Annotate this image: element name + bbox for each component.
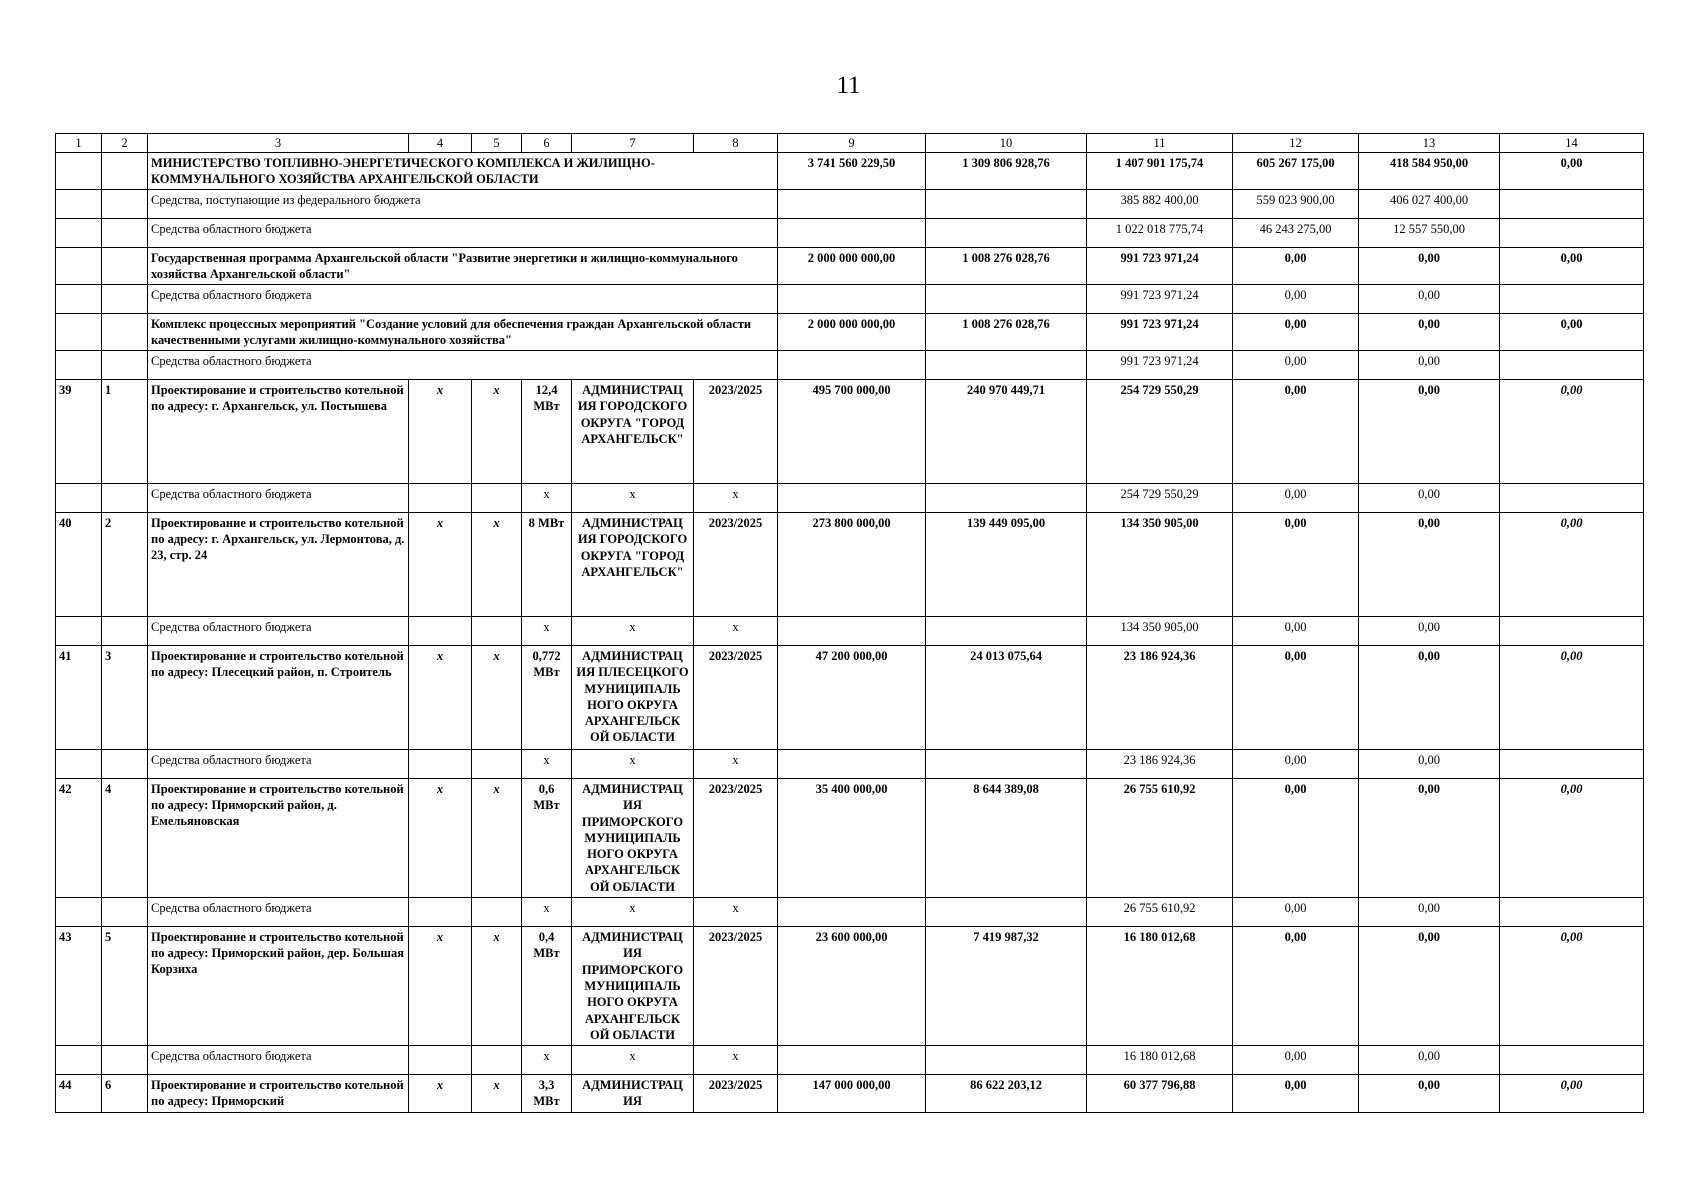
cell-col10: 7 419 987,32 [926,927,1087,1046]
cell-col9: 273 800 000,00 [778,513,926,617]
object-number: 39 [56,380,102,484]
cell-col10: 139 449 095,00 [926,513,1087,617]
object-number: 43 [56,927,102,1046]
x-mark: х [694,898,778,927]
object-row [56,513,1644,617]
column-header: 1 [56,134,102,153]
object-power: 3,3 МВт [522,1075,572,1113]
cell-col13: 418 584 950,00 [1359,153,1500,190]
funding-row [56,484,1644,513]
column-header: 5 [472,134,522,153]
cell-col12: 0,00 [1233,285,1359,314]
column-header: 2 [102,134,148,153]
column-header: 14 [1500,134,1644,153]
cell-col9: 47 200 000,00 [778,646,926,750]
cell-col12: 0,00 [1233,927,1359,1046]
cell-col13: 0,00 [1359,1075,1500,1113]
funding-label: Средства областного бюджета [148,351,778,380]
object-name: Проектирование и строительство котельной по адресу: г. Архангельск, ул. Постышева [148,380,409,484]
object-row [56,646,1644,750]
cell-col11: 254 729 550,29 [1087,484,1233,513]
object-row [56,779,1644,898]
cell-col14: 0,00 [1500,1075,1644,1113]
cell-col13: 0,00 [1359,646,1500,750]
cell-col5: х [472,513,522,617]
funding-row [56,617,1644,646]
object-subnumber: 6 [102,1075,148,1113]
object-row [56,380,1644,484]
budget-table [55,133,1644,1113]
funding-label: Средства, поступающие из федерального бюджета [148,190,778,219]
cell-col5: х [472,646,522,750]
cell-col13: 0,00 [1359,380,1500,484]
cell-col11: 991 723 971,24 [1087,248,1233,285]
object-number: 41 [56,646,102,750]
cell-col13: 0,00 [1359,1046,1500,1075]
x-mark: х [572,1046,694,1075]
object-power: 0,6 МВт [522,779,572,898]
object-period: 2023/2025 [694,927,778,1046]
cell-col12: 0,00 [1233,898,1359,927]
cell-col12: 0,00 [1233,314,1359,351]
cell-col13: 406 027 400,00 [1359,190,1500,219]
cell-col11: 16 180 012,68 [1087,1046,1233,1075]
cell-col14: 0,00 [1500,927,1644,1046]
cell-col13: 12 557 550,00 [1359,219,1500,248]
x-mark: х [522,750,572,779]
object-name: Проектирование и строительство котельной по адресу: Приморский район, д. Емельяновская [148,779,409,898]
object-row [56,1075,1644,1113]
cell-col11: 26 755 610,92 [1087,898,1233,927]
cell-col9: 2 000 000 000,00 [778,314,926,351]
cell-col4: х [409,380,472,484]
cell-col13: 0,00 [1359,898,1500,927]
cell-col10: 240 970 449,71 [926,380,1087,484]
cell-col12: 0,00 [1233,513,1359,617]
cell-col13: 0,00 [1359,750,1500,779]
page-number: 11 [836,72,861,99]
column-header: 10 [926,134,1087,153]
funding-label: Средства областного бюджета [148,750,409,779]
cell-col9: 2 000 000 000,00 [778,248,926,285]
funding-row [56,898,1644,927]
cell-col10: 1 008 276 028,76 [926,248,1087,285]
cell-col5: х [472,380,522,484]
cell-col10: 24 013 075,64 [926,646,1087,750]
x-mark: х [572,898,694,927]
object-subnumber: 2 [102,513,148,617]
cell-col13: 0,00 [1359,248,1500,285]
column-header: 6 [522,134,572,153]
cell-col4: х [409,513,472,617]
object-period: 2023/2025 [694,380,778,484]
x-mark: х [522,484,572,513]
funding-label: Средства областного бюджета [148,1046,409,1075]
cell-col12: 0,00 [1233,380,1359,484]
section-row-ministry [56,153,1644,190]
cell-col12: 0,00 [1233,750,1359,779]
object-number: 42 [56,779,102,898]
funding-row [56,351,1644,380]
cell-col12: 559 023 900,00 [1233,190,1359,219]
cell-col14: 0,00 [1500,314,1644,351]
cell-col12: 0,00 [1233,484,1359,513]
cell-col11: 60 377 796,88 [1087,1075,1233,1113]
cell-col9: 147 000 000,00 [778,1075,926,1113]
funding-row [56,1046,1644,1075]
column-header: 11 [1087,134,1233,153]
x-mark: х [522,617,572,646]
cell-col13: 0,00 [1359,351,1500,380]
cell-col11: 134 350 905,00 [1087,617,1233,646]
cell-col11: 991 723 971,24 [1087,314,1233,351]
column-header: 3 [148,134,409,153]
x-mark: х [522,1046,572,1075]
cell-col11: 1 022 018 775,74 [1087,219,1233,248]
funding-row [56,750,1644,779]
section-title: МИНИСТЕРСТВО ТОПЛИВНО-ЭНЕРГЕТИЧЕСКОГО КОМПЛЕКСА И ЖИЛИЩНО-КОММУНАЛЬНОГО ХОЗЯЙСТВА АРХАНГЕЛЬСКОЙ ОБЛАСТИ [148,153,778,190]
funding-label: Средства областного бюджета [148,484,409,513]
section-title: Комплекс процессных мероприятий "Создание условий для обеспечения граждан Архангельской области качественными услугами жилищно-коммунального хозяйства" [148,314,778,351]
cell-col11: 385 882 400,00 [1087,190,1233,219]
cell-col10: 1 008 276 028,76 [926,314,1087,351]
column-number-row [56,134,1644,153]
cell-col13: 0,00 [1359,314,1500,351]
cell-col9: 3 741 560 229,50 [778,153,926,190]
cell-col11: 991 723 971,24 [1087,285,1233,314]
object-organization: АДМИНИСТРАЦ ИЯ ПРИМОРСКОГО МУНИЦИПАЛЬ НОГО ОКРУГА АРХАНГЕЛЬСК ОЙ ОБЛАСТИ [572,927,694,1046]
object-period: 2023/2025 [694,779,778,898]
cell-col11: 16 180 012,68 [1087,927,1233,1046]
cell-col14: 0,00 [1500,248,1644,285]
object-organization: АДМИНИСТРАЦ ИЯ [572,1075,694,1113]
x-mark: х [694,1046,778,1075]
column-header: 8 [694,134,778,153]
object-period: 2023/2025 [694,646,778,750]
section-title: Государственная программа Архангельской области "Развитие энергетики и жилищно-коммунального хозяйства Архангельской области" [148,248,778,285]
x-mark: х [572,750,694,779]
x-mark: х [694,617,778,646]
cell-col13: 0,00 [1359,927,1500,1046]
column-header: 13 [1359,134,1500,153]
cell-col14: 0,00 [1500,513,1644,617]
cell-col10: 1 309 806 928,76 [926,153,1087,190]
cell-col12: 0,00 [1233,646,1359,750]
object-subnumber: 5 [102,927,148,1046]
object-name: Проектирование и строительство котельной по адресу: Приморский район, дер. Большая Корзиха [148,927,409,1046]
object-name: Проектирование и строительство котельной по адресу: Приморский [148,1075,409,1113]
x-mark: х [572,484,694,513]
section-row-complex [56,314,1644,351]
section-row-program [56,248,1644,285]
object-subnumber: 4 [102,779,148,898]
object-subnumber: 3 [102,646,148,750]
cell-col13: 0,00 [1359,617,1500,646]
object-organization: АДМИНИСТРАЦ ИЯ ПЛЕСЕЦКОГО МУНИЦИПАЛЬ НОГО ОКРУГА АРХАНГЕЛЬСК ОЙ ОБЛАСТИ [572,646,694,750]
cell-col12: 0,00 [1233,1046,1359,1075]
funding-label: Средства областного бюджета [148,219,778,248]
object-name: Проектирование и строительство котельной по адресу: Плесецкий район, п. Строитель [148,646,409,750]
cell-col12: 0,00 [1233,779,1359,898]
x-mark: х [572,617,694,646]
funding-row [56,285,1644,314]
cell-col13: 0,00 [1359,285,1500,314]
cell-col12: 605 267 175,00 [1233,153,1359,190]
x-mark: х [694,484,778,513]
cell-col13: 0,00 [1359,513,1500,617]
object-organization: АДМИНИСТРАЦ ИЯ ГОРОДСКОГО ОКРУГА "ГОРОД АРХАНГЕЛЬСК" [572,380,694,484]
cell-col12: 46 243 275,00 [1233,219,1359,248]
column-header: 7 [572,134,694,153]
object-name: Проектирование и строительство котельной по адресу: г. Архангельск, ул. Лермонтова, д. 23, стр. 24 [148,513,409,617]
funding-row [56,190,1644,219]
x-mark: х [522,898,572,927]
object-power: 0,4 МВт [522,927,572,1046]
object-number: 40 [56,513,102,617]
cell-col14: 0,00 [1500,646,1644,750]
column-header: 9 [778,134,926,153]
cell-col4: х [409,779,472,898]
cell-col11: 134 350 905,00 [1087,513,1233,617]
cell-col5: х [472,779,522,898]
cell-col11: 1 407 901 175,74 [1087,153,1233,190]
object-power: 12,4 МВт [522,380,572,484]
column-header: 4 [409,134,472,153]
cell-col11: 991 723 971,24 [1087,351,1233,380]
cell-col11: 23 186 924,36 [1087,646,1233,750]
object-power: 0,772 МВт [522,646,572,750]
object-number: 44 [56,1075,102,1113]
cell-col13: 0,00 [1359,779,1500,898]
column-header: 12 [1233,134,1359,153]
cell-col11: 23 186 924,36 [1087,750,1233,779]
cell-col12: 0,00 [1233,1075,1359,1113]
object-period: 2023/2025 [694,513,778,617]
object-subnumber: 1 [102,380,148,484]
cell-col14: 0,00 [1500,153,1644,190]
cell-col11: 254 729 550,29 [1087,380,1233,484]
object-organization: АДМИНИСТРАЦ ИЯ ГОРОДСКОГО ОКРУГА "ГОРОД АРХАНГЕЛЬСК" [572,513,694,617]
cell-col9: 495 700 000,00 [778,380,926,484]
funding-label: Средства областного бюджета [148,898,409,927]
funding-label: Средства областного бюджета [148,617,409,646]
cell-col12: 0,00 [1233,351,1359,380]
cell-col9: 23 600 000,00 [778,927,926,1046]
cell-col5: х [472,1075,522,1113]
cell-col5: х [472,927,522,1046]
cell-col14: 0,00 [1500,779,1644,898]
funding-label: Средства областного бюджета [148,285,778,314]
funding-row [56,219,1644,248]
object-row [56,927,1644,1046]
cell-col4: х [409,646,472,750]
cell-col11: 26 755 610,92 [1087,779,1233,898]
object-period: 2023/2025 [694,1075,778,1113]
object-organization: АДМИНИСТРАЦ ИЯ ПРИМОРСКОГО МУНИЦИПАЛЬ НОГО ОКРУГА АРХАНГЕЛЬСК ОЙ ОБЛАСТИ [572,779,694,898]
cell-col4: х [409,1075,472,1113]
cell-col10: 8 644 389,08 [926,779,1087,898]
cell-col12: 0,00 [1233,617,1359,646]
object-power: 8 МВт [522,513,572,617]
cell-col12: 0,00 [1233,248,1359,285]
cell-col4: х [409,927,472,1046]
cell-col9: 35 400 000,00 [778,779,926,898]
cell-col13: 0,00 [1359,484,1500,513]
cell-col10: 86 622 203,12 [926,1075,1087,1113]
x-mark: х [694,750,778,779]
cell-col14: 0,00 [1500,380,1644,484]
